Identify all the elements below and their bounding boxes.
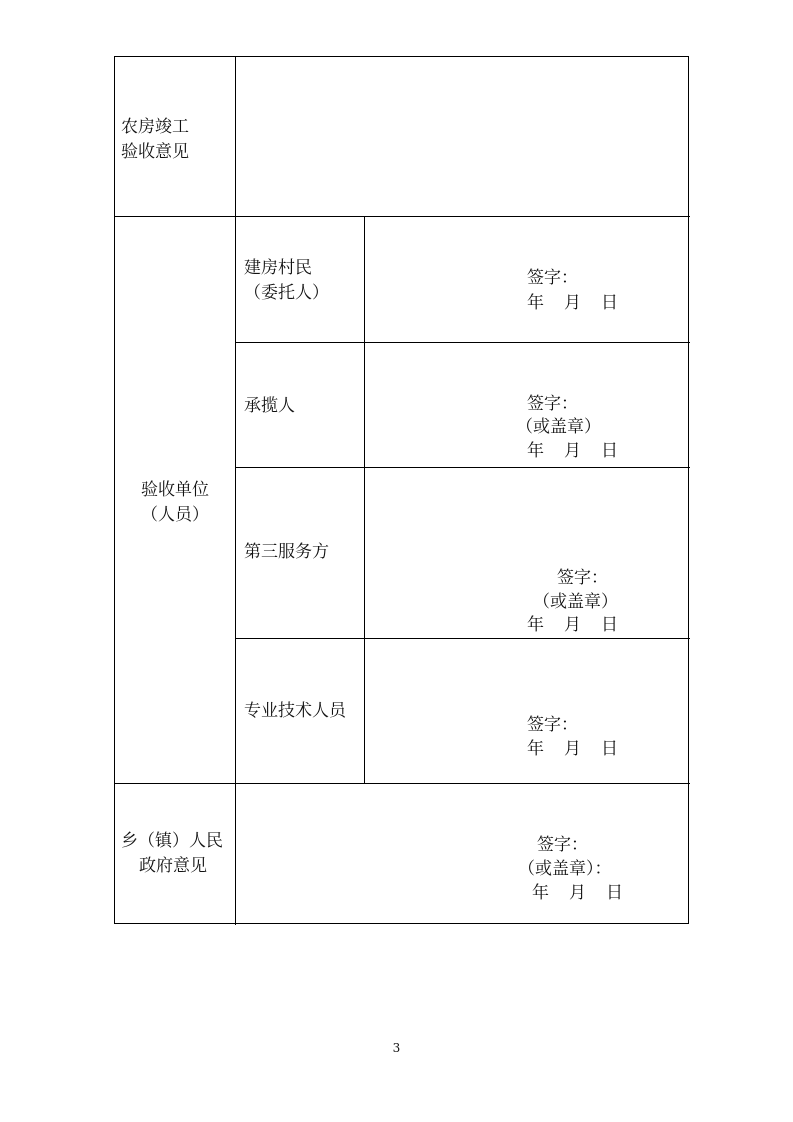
technician-signature-line xyxy=(527,713,578,737)
label-line: 建房村民 xyxy=(244,258,312,278)
row-divider xyxy=(236,638,690,639)
year-label: 年 xyxy=(527,615,544,635)
signature-label: 签字： xyxy=(537,835,588,855)
villager-signature-block xyxy=(527,266,578,290)
contractor-seal-line xyxy=(516,415,601,439)
signature-label: 签字： xyxy=(527,715,578,735)
acceptance-unit-label xyxy=(115,478,235,528)
day-label: 日 xyxy=(606,883,623,903)
township-seal-line xyxy=(518,857,612,881)
contractor-signature-line xyxy=(527,392,578,416)
label-line: 乡（镇）人民 xyxy=(121,831,223,851)
day-label: 日 xyxy=(601,293,618,313)
third-party-signature-line xyxy=(557,566,608,590)
label-line: （委托人） xyxy=(244,283,329,303)
label-line: 政府意见 xyxy=(139,856,207,876)
month-label: 月 xyxy=(564,293,581,313)
signature-label: 签字： xyxy=(557,568,608,588)
third-party-signature-field[interactable] xyxy=(366,469,687,636)
label-line: 验收单位 xyxy=(141,480,209,500)
year-label: 年 xyxy=(527,441,544,461)
year-label: 年 xyxy=(527,293,544,313)
township-opinion-label xyxy=(121,829,223,879)
completion-opinion-field[interactable] xyxy=(237,59,687,214)
contractor-label xyxy=(244,394,295,419)
label-line: （人员） xyxy=(141,505,209,525)
month-label: 月 xyxy=(564,615,581,635)
contractor-date-line xyxy=(527,439,618,463)
villager-date-line xyxy=(527,291,618,315)
technician-date-line xyxy=(527,737,618,761)
day-label: 日 xyxy=(601,739,618,759)
seal-label: （或盖章） xyxy=(533,592,618,612)
completion-opinion-label xyxy=(121,115,189,165)
label-line: 农房竣工 xyxy=(121,117,189,137)
technician-label xyxy=(244,699,346,724)
third-party-date-line xyxy=(527,613,618,637)
villager-label xyxy=(244,256,329,306)
month-label: 月 xyxy=(569,883,586,903)
township-date-line xyxy=(532,881,623,905)
seal-label: （或盖章）： xyxy=(518,859,612,879)
month-label: 月 xyxy=(564,441,581,461)
signature-label: 签字： xyxy=(527,394,578,414)
seal-label: （或盖章） xyxy=(516,417,601,437)
signature-label: 签字： xyxy=(527,268,578,288)
label-line: 验收意见 xyxy=(121,142,189,162)
column-divider xyxy=(235,57,236,925)
page-number: 3 xyxy=(392,1041,401,1055)
day-label: 日 xyxy=(601,615,618,635)
month-label: 月 xyxy=(564,739,581,759)
third-party-seal-line xyxy=(533,590,618,614)
year-label: 年 xyxy=(532,883,549,903)
day-label: 日 xyxy=(601,441,618,461)
label-line: 专业技术人员 xyxy=(244,701,346,721)
column-divider xyxy=(364,216,365,783)
row-divider xyxy=(115,783,690,784)
row-divider xyxy=(115,216,690,217)
row-divider xyxy=(236,467,690,468)
row-divider xyxy=(236,342,690,343)
year-label: 年 xyxy=(527,739,544,759)
township-signature-line xyxy=(537,833,588,857)
third-party-label xyxy=(244,540,329,565)
label-line: 第三服务方 xyxy=(244,542,329,562)
label-line: 承揽人 xyxy=(244,396,295,416)
acceptance-form-table xyxy=(114,56,689,924)
